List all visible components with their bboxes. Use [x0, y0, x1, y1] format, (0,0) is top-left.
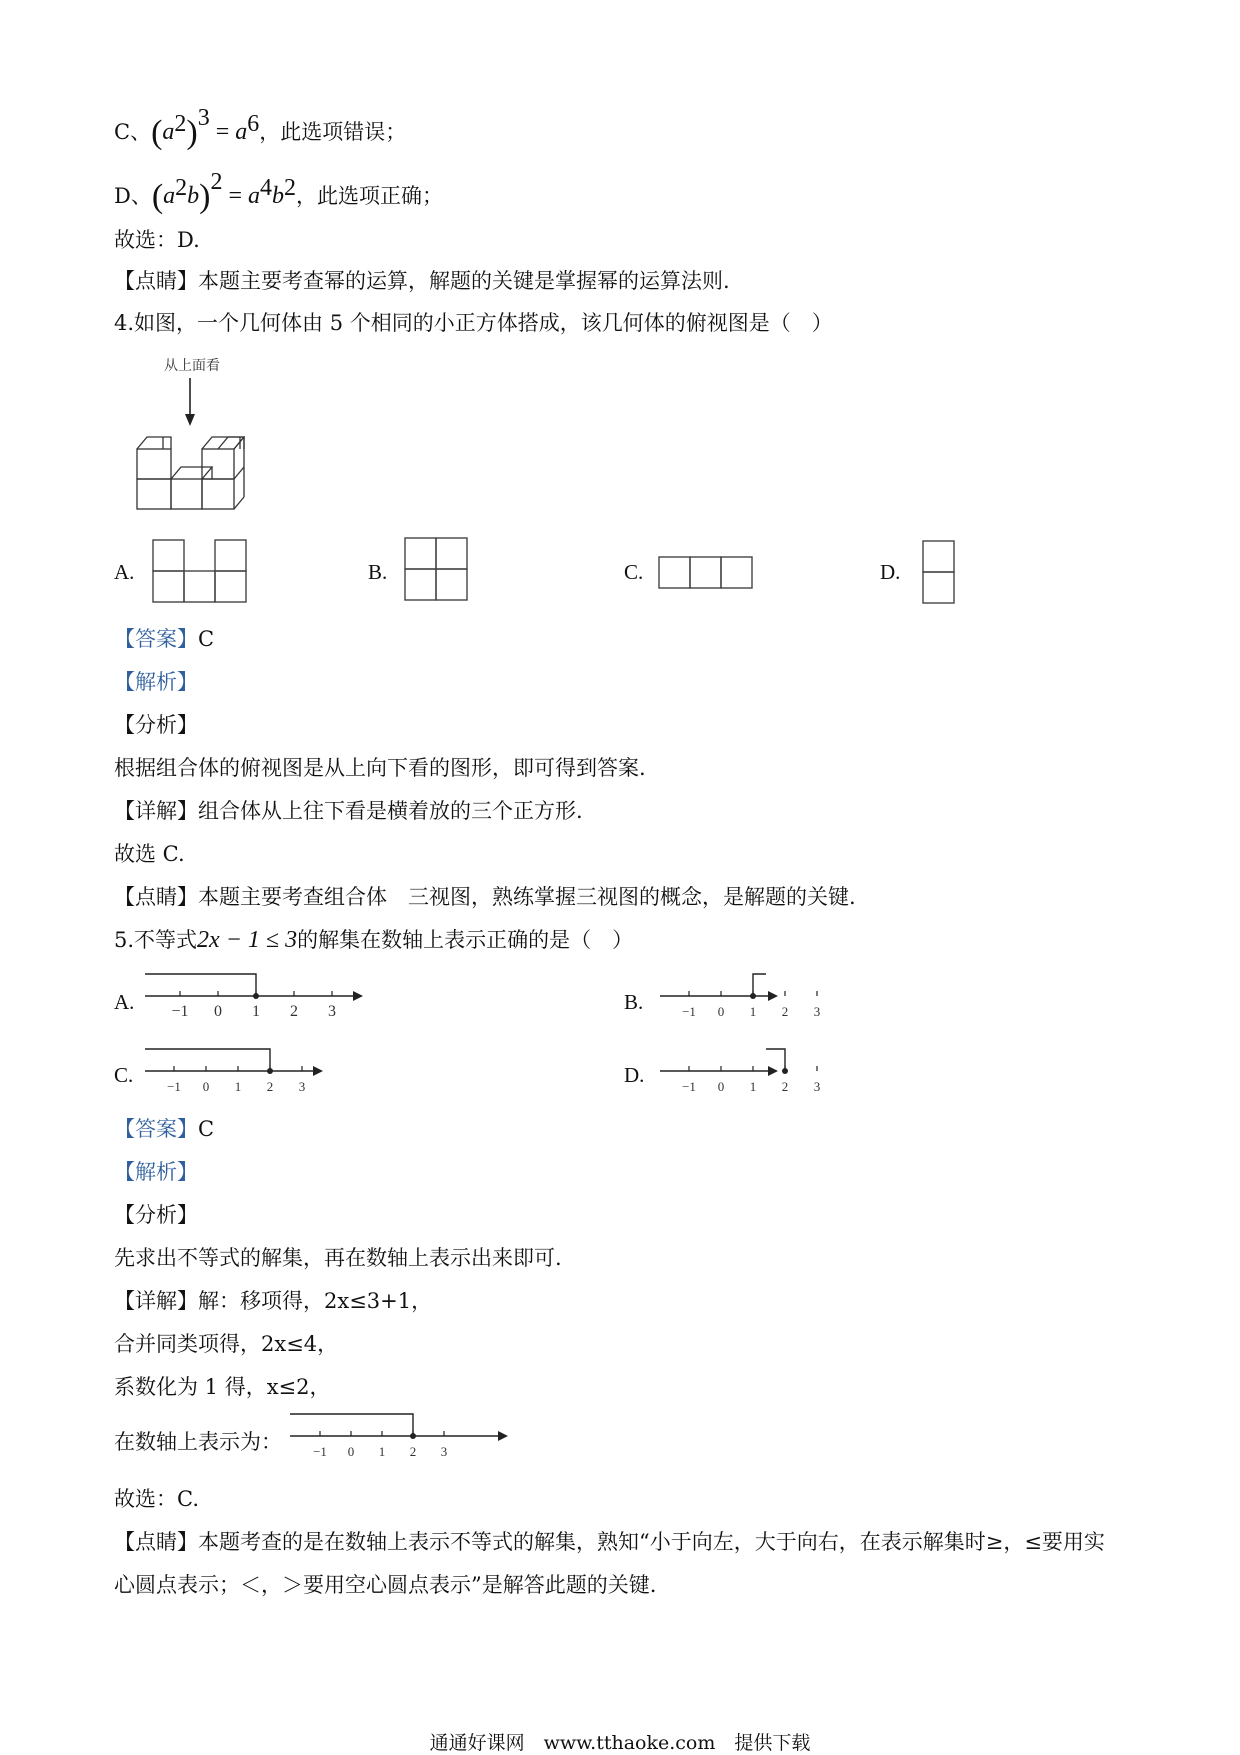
q4-option-b-figure: [404, 537, 470, 603]
q5-answer-value: C: [198, 1117, 215, 1141]
q5-solution-numberline: [290, 1410, 520, 1470]
q5-detail-tag: 【详解】: [114, 1289, 198, 1313]
q5-option-d-label: D.: [624, 1063, 645, 1087]
q4-dianjing-tag: 【点睛】: [114, 885, 198, 909]
q5-stem: [114, 926, 633, 954]
q4-answer-value: C: [198, 627, 215, 651]
q5-option-b-numberline: [660, 970, 890, 1030]
q5-dianjing-text1: 本题考查的是在数轴上表示不等式的解集，熟知“小于向左，大于向右，在表示解集时≥，≤要用实: [198, 1530, 1105, 1554]
tick-label: 0: [717, 1079, 725, 1094]
q4-option-a-label: A.: [114, 560, 135, 584]
q4-choice: 故选 C.: [114, 842, 185, 866]
tick-label: 1: [378, 1444, 386, 1459]
q5-detail: [114, 1287, 432, 1315]
tick-label: −1: [171, 1003, 189, 1020]
q5-step4: 在数轴上表示为：: [114, 1430, 282, 1454]
q5-stem-prefix: 5.不等式: [114, 928, 198, 952]
q3-choice: 故选：D.: [114, 228, 200, 252]
q5-step2: 合并同类项得，2x≤4，: [114, 1332, 339, 1356]
q5-choice: 故选：C.: [114, 1487, 199, 1511]
solid-point: [750, 993, 756, 999]
solution-bracket: [145, 1049, 270, 1071]
q4-stem: 4.如图，一个几何体由 5 个相同的小正方体搭成，该几何体的俯视图是（ ）: [114, 311, 833, 335]
q4-option-d-label: D.: [880, 560, 901, 584]
tick-label: −1: [167, 1079, 181, 1094]
q5-option-d-numberline: [660, 1045, 890, 1105]
q5-stem-math: 2x − 1 ≤ 3: [197, 927, 298, 953]
q4-option-d-figure: [922, 540, 958, 606]
q3-dianjing-text: 本题主要考查幂的运算，解题的关键是掌握幂的运算法则.: [198, 269, 730, 293]
q4-detail-tag: 【详解】: [114, 799, 198, 823]
q3-d-label: D、: [114, 184, 152, 208]
q5-step3: 系数化为 1 得，x≤2，: [114, 1375, 331, 1399]
q4-fenxi-text: 根据组合体的俯视图是从上向下看的图形，即可得到答案.: [114, 756, 646, 780]
q4-view-label: 从上面看: [164, 359, 220, 374]
tick-label: −1: [682, 1079, 696, 1094]
solid-point: [267, 1068, 273, 1074]
q5-jiexi: 【解析】: [114, 1160, 198, 1184]
solution-bracket: [145, 974, 256, 996]
solution-bracket: [753, 974, 766, 996]
q5-detail-text: 解：移项得，2x≤3+1，: [198, 1289, 433, 1313]
q5-option-a-numberline: [145, 970, 415, 1030]
axis-arrow: [498, 1431, 508, 1441]
q4-solid-figure: [130, 350, 270, 520]
q4-option-c-label: C.: [624, 560, 644, 584]
q4-detail-text: 组合体从上往下看是横着放的三个正方形.: [198, 799, 583, 823]
q5-stem-suffix: 的解集在数轴上表示正确的是（ ）: [297, 928, 634, 952]
q5-dianjing-line2: 心圆点表示；＜，＞要用空心圆点表示”是解答此题的关键.: [114, 1573, 657, 1597]
q4-option-b-label: B.: [368, 560, 388, 584]
tick-label: 1: [749, 1079, 757, 1094]
tick-label: 1: [252, 1003, 260, 1020]
q3-c-comment: ，此选项错误；: [259, 120, 407, 144]
tick-label: 2: [781, 1079, 789, 1094]
q3-option-d: D、$(a^2b)^2 = a^4b^2$，此选项正确；: [114, 169, 444, 215]
tick-label: −1: [313, 1444, 327, 1459]
q4-answer: [114, 625, 214, 653]
tick-label: 3: [440, 1444, 448, 1459]
q5-dianjing-line1: [114, 1528, 1105, 1556]
q4-answer-tag: 【答案】: [114, 627, 198, 651]
q3-d-comment: ，此选项正确；: [296, 184, 444, 208]
tick-label: 0: [214, 1003, 222, 1020]
q4-dianjing: [114, 883, 856, 911]
q3-dianjing-tag: 【点睛】: [114, 269, 198, 293]
tick-label: 3: [298, 1079, 306, 1094]
q5-option-c-numberline: [145, 1045, 375, 1105]
tick-label: 3: [328, 1003, 336, 1020]
q4-dianjing-text: 本题主要考查组合体 三视图，熟练掌握三视图的概念，是解题的关键.: [198, 885, 856, 909]
q4-option-a-figure: [152, 539, 248, 605]
q5-option-b-label: B.: [624, 990, 644, 1014]
tick-label: 0: [347, 1444, 355, 1459]
tick-label: −1: [682, 1004, 696, 1019]
tick-label: 2: [781, 1004, 789, 1019]
q5-option-c-label: C.: [114, 1063, 134, 1087]
axis-arrow: [353, 991, 363, 1001]
q4-jiexi: 【解析】: [114, 670, 198, 694]
axis-arrow: [768, 1066, 778, 1076]
tick-label: 2: [409, 1444, 417, 1459]
tick-label: 2: [290, 1003, 298, 1020]
solid-point: [253, 993, 259, 999]
tick-label: 3: [813, 1079, 821, 1094]
axis-arrow: [768, 991, 778, 1001]
axis-arrow: [313, 1066, 323, 1076]
tick-label: 0: [202, 1079, 210, 1094]
q5-option-a-label: A.: [114, 990, 135, 1014]
q5-dianjing-tag: 【点睛】: [114, 1530, 198, 1554]
solid-point: [410, 1433, 416, 1439]
tick-label: 2: [266, 1079, 274, 1094]
q5-fenxi-text: 先求出不等式的解集，再在数轴上表示出来即可.: [114, 1246, 562, 1270]
q4-option-c-figure: [658, 556, 754, 592]
q4-fenxi: 【分析】: [114, 713, 198, 737]
q5-answer: [114, 1115, 214, 1143]
q4-detail: [114, 797, 583, 825]
solid-point: [782, 1068, 788, 1074]
tick-label: 1: [749, 1004, 757, 1019]
tick-label: 1: [234, 1079, 242, 1094]
tick-label: 3: [813, 1004, 821, 1019]
q5-fenxi: 【分析】: [114, 1203, 198, 1227]
q5-answer-tag: 【答案】: [114, 1117, 198, 1141]
q3-option-c: C、$(a^2)^3 = a^6$，此选项错误；: [114, 105, 407, 151]
q3-c-label: C、: [114, 120, 152, 144]
q3-dianjing: [114, 267, 730, 295]
tick-label: 0: [717, 1004, 725, 1019]
page-footer: 通通好课网 www.tthaoke.com 提供下载: [429, 1732, 811, 1754]
